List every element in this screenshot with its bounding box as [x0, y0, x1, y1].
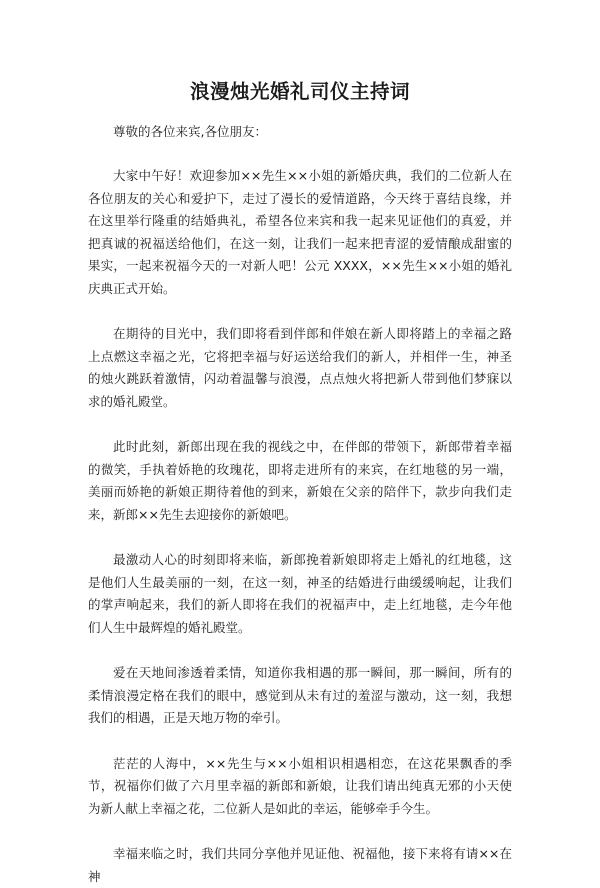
paragraph-5: 爱在天地间渗透着柔情，知道你我相遇的那一瞬间，那一瞬间，所有的柔情浪漫定格在我们的眼中，感觉到从未有过的羞涩与激动，这一刻，我想我们的相遇，正是天地万物的牵引。 [88, 665, 512, 725]
paragraph-7: 幸福来临之时，我们共同分享他并见证他、祝福他，接下来将有请××在神 [88, 846, 512, 884]
paragraph-4: 最激动人心的时刻即将来临，新郎挽着新娘即将走上婚礼的红地毯，这是他们人生最美丽的一刻，在这一刻，神圣的结婚进行曲缓缓响起，让我们的掌声响起来，我们的新人即将在我们的祝福声中，走上红地毯，走今年他们人生中最辉煌的婚礼殿堂。 [88, 552, 512, 635]
paragraph-6: 茫茫的人海中，××先生与××小姐相识相遇相恋，在这花果飘香的季节，祝福你们做了六月里幸福的新郎和新娘，让我们请出纯真无邪的小天使为新人献上幸福之花，二位新人是如此的幸运，能够牵手今生。 [88, 755, 512, 816]
paragraph-2: 在期待的目光中，我们即将看到伴郎和伴娘在新人即将踏上的幸福之路上点燃这幸福之光，它将把幸福与好运送给我们的新人，并相伴一生，神圣的烛火跳跃着激情，闪动着温馨与浪漫，点点烛火将把新人带到他们梦寐以求的婚礼殿堂。 [88, 326, 512, 409]
paragraph-1: 大家中午好！欢迎参加××先生××小姐的新婚庆典，我们的二位新人在各位朋友的关心和爱护下，走过了漫长的爱情道路，今天终于喜结良缘，并在这里举行隆重的结婚典礼，希望各位来宾和我一起来见证他们的真爱，并把真诚的祝福送给他们，在这一刻，让我们一起来把青涩的爱情酿成甜蜜的果实，一起来祝福今天的一对新人吧！公元 XXXX，××先生××小姐的婚礼庆典正式开始。 [88, 168, 512, 296]
page-title: 浪漫烛光婚礼司仪主持词 [189, 80, 410, 103]
salutation: 尊敬的各位来宾,各位朋友： [113, 124, 267, 139]
paragraph-3: 此时此刻，新郎出现在我的视线之中，在伴郎的带领下，新郎带着幸福的微笑，手执着娇艳的玫瑰花，即将走进所有的来宾，在红地毯的另一端，美丽而娇艳的新娘正期待着他的到来，新娘在父亲的陪伴下，款步向我们走来，新郎××先生去迎接你的新娘吧。 [88, 439, 512, 522]
